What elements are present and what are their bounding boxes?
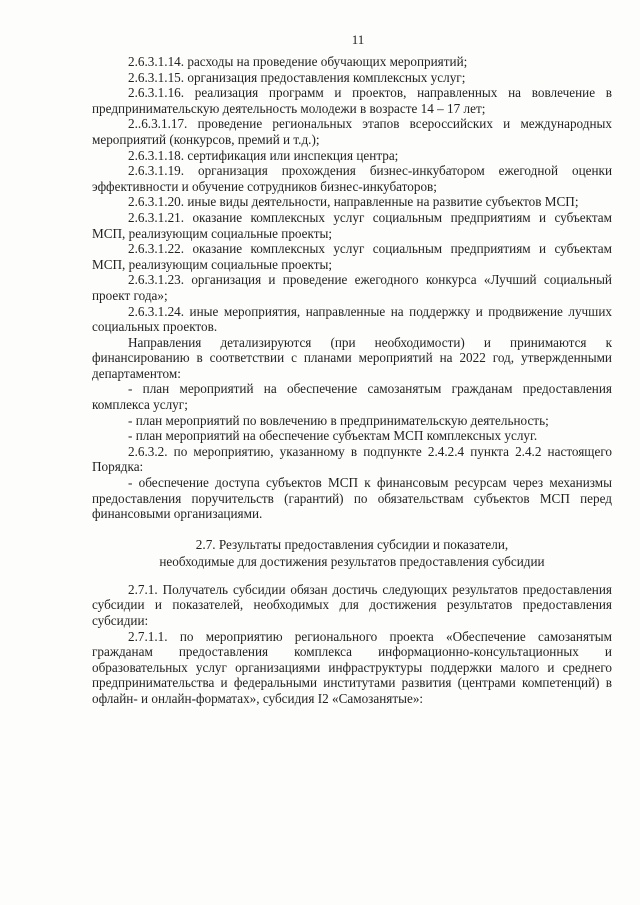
paragraph: 2.6.3.1.14. расходы на проведение обучающих мероприятий; <box>128 54 468 69</box>
body-text-top <box>92 54 612 522</box>
list-item: - план мероприятий на обеспечение самозанятым гражданам предоставления комплекса услуг; <box>92 381 612 413</box>
paragraph: 2.7.1.1. по мероприятию регионального проекта «Обеспечение самозанятым гражданам предоставления комплекса информационно-консультационных и образовательных услуг организациями инфраструктуры поддержки малого и среднего предпринимательства и федеральными институтами развития (центрами компетенций) в офлайн- и онлайн-форматах», субсидия I2 «Самозанятые»: <box>92 628 612 706</box>
body-text-bottom <box>92 582 612 707</box>
paragraph: 2..6.3.1.17. проведение региональных этапов всероссийских и международных мероприятий (конкурсов, премий и т.д.); <box>92 116 612 147</box>
paragraph: Направления детализируются (при необходимости) и принимаются к финансированию в соответствии с планами мероприятий на 2022 год, утвержденными департаментом: <box>92 334 612 381</box>
list-item: - план мероприятий на обеспечение субъектам МСП комплексных услуг. <box>128 428 538 444</box>
paragraph: 2.6.3.1.16. реализация программ и проектов, направленных на вовлечение в предпринимательскую деятельность молодежи в возрасте 14 – 17 лет; <box>92 85 612 116</box>
section-heading-line: необходимые для достижения результатов предоставления субсидии <box>159 553 545 569</box>
paragraph: 2.6.3.1.24. иные мероприятия, направленные на поддержку и продвижение лучших социальных проектов. <box>92 303 612 335</box>
paragraph: 2.7.1. Получатель субсидии обязан достичь следующих результатов предоставления субсидии и показателей, необходимых для достижения результатов предоставления субсидии: <box>92 581 612 628</box>
page-number: 11 <box>351 32 365 47</box>
paragraph: 2.6.3.1.22. оказание комплексных услуг социальным предприятиям и субъектам МСП, реализующим социальные проекты; <box>92 241 612 272</box>
paragraph: 2.6.3.1.21. оказание комплексных услуг социальным предприятиям и субъектам МСП, реализующим социальные проекты; <box>92 209 612 241</box>
paragraph: 2.6.3.1.23. организация и проведение ежегодного конкурса «Лучший социальный проект года»; <box>92 272 612 303</box>
paragraph: 2.6.3.1.15. организация предоставления комплексных услуг; <box>128 69 466 85</box>
section-heading-line: 2.7. Результаты предоставления субсидии и показатели, <box>195 536 509 552</box>
list-item: - план мероприятий по вовлечению в предпринимательскую деятельность; <box>128 412 549 428</box>
list-item: - обеспечение доступа субъектов МСП к финансовым ресурсам через механизмы предоставления поручительств (гарантий) по обязательствам субъектов МСП перед финансовыми организациями. <box>92 475 612 522</box>
paragraph: 2.6.3.1.18. сертификация или инспекция центра; <box>128 147 399 163</box>
paragraph: 2.6.3.2. по мероприятию, указанному в подпункте 2.4.2.4 пункта 2.4.2 настоящего Порядка: <box>92 443 612 475</box>
paragraph: 2.6.3.1.19. организация прохождения бизнес-инкубатором ежегодной оценки эффективности и обучение сотрудников бизнес-инкубаторов; <box>92 163 612 194</box>
section-heading <box>92 536 612 570</box>
paragraph: 2.6.3.1.20. иные виды деятельности, направленные на развитие субъектов МСП; <box>128 194 579 210</box>
